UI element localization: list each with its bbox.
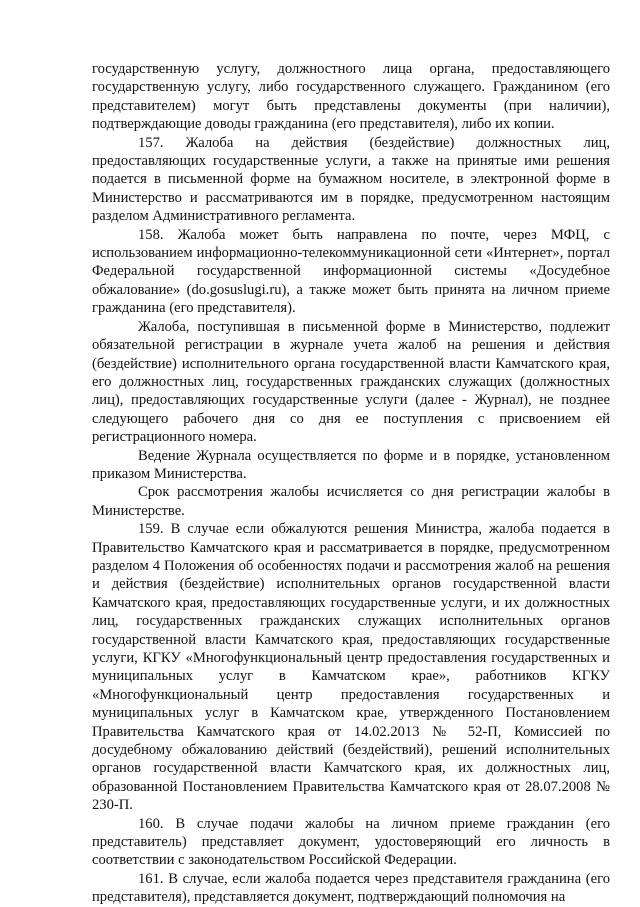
paragraph-160: 160. В случае подачи жалобы на личном приеме гражданин (его представитель) представляет документ, удостоверяющий его личность в соответствии с законодательством Российской Федерации. <box>92 815 610 869</box>
paragraph-159: 159. В случае если обжалуются решения Министра, жалоба подается в Правительство Камчатского края и рассматривается в порядке, предусмотренном разделом 4 Положения об особенностях подачи и рассмотрения жалоб на решения и действия (бездействие) исполнительных органов государственной власти Камчатского края, предоставляющих государственные услуги, и их должностных лиц, государственных гражданских служащих исполнительных органов государственной власти Камчатского края, предоставляющих государственные услуги, КГКУ «Многофункциональный центр предоставления государственных и муниципальных услуг в Камчатском крае», работников КГКУ «Многофункциональный центр предоставления государственных и муниципальных услуг в Камчатском крае, утвержденного Постановлением Правительства Камчатского края от 14.02.2013 № 52-П, Комиссией по досудебному обжалованию действий (бездействий), решений исполнительных органов государственной власти Камчатского края, их должностных лиц, образованной Постановлением Правительства Камчатского края от 28.07.2008 № 230-П. <box>92 521 610 814</box>
paragraph-journal: Ведение Журнала осуществляется по форме и в порядке, установленном приказом Министерства. <box>92 447 610 482</box>
document-page <box>92 60 610 907</box>
paragraph-161: 161. В случае, если жалоба подается через представителя гражданина (его представителя), представляется документ, подтверждающий полномочия на <box>92 870 610 906</box>
paragraph-continuation: государственную услугу, должностного лица органа, предоставляющего государственную услугу, либо государственного служащего. Гражданином (его представителем) могут быть представлены документы (при наличии), подтверждающие доводы гражданина (его представителя), либо их копии. <box>92 61 610 133</box>
paragraph-157: 157. Жалоба на действия (бездействие) должностных лиц, предоставляющих государственные услуги, а также на принятые ими решения подается в письменной форме на бумажном носителе, в электронной форме в Министерство и рассматриваются им в порядке, предусмотренном настоящим разделом Административного регламента. <box>92 134 610 225</box>
paragraph-158: 158. Жалоба может быть направлена по почте, через МФЦ, с использованием информационно-телекоммуникационной сети «Интернет», портал Федеральной государственной информационной системы «Досудебное обжалование» (do.gosuslugi.ru), а также может быть принята на личном приеме гражданина (его представителя). <box>92 226 610 317</box>
paragraph-term: Срок рассмотрения жалобы исчисляется со дня регистрации жалобы в Министерстве. <box>92 484 610 519</box>
paragraph-registration: Жалоба, поступившая в письменной форме в Министерство, подлежит обязательной регистрации в журнале учета жалоб на решения и действия (бездействие) исполнительного органа государственной власти Камчатского края, его должностных лиц, государственных гражданских служащих (должностных лиц), предоставляющих государственные услуги (далее - Журнал), не позднее следующего рабочего дня со дня ее поступления с присвоением ей регистрационного номера. <box>92 318 610 446</box>
